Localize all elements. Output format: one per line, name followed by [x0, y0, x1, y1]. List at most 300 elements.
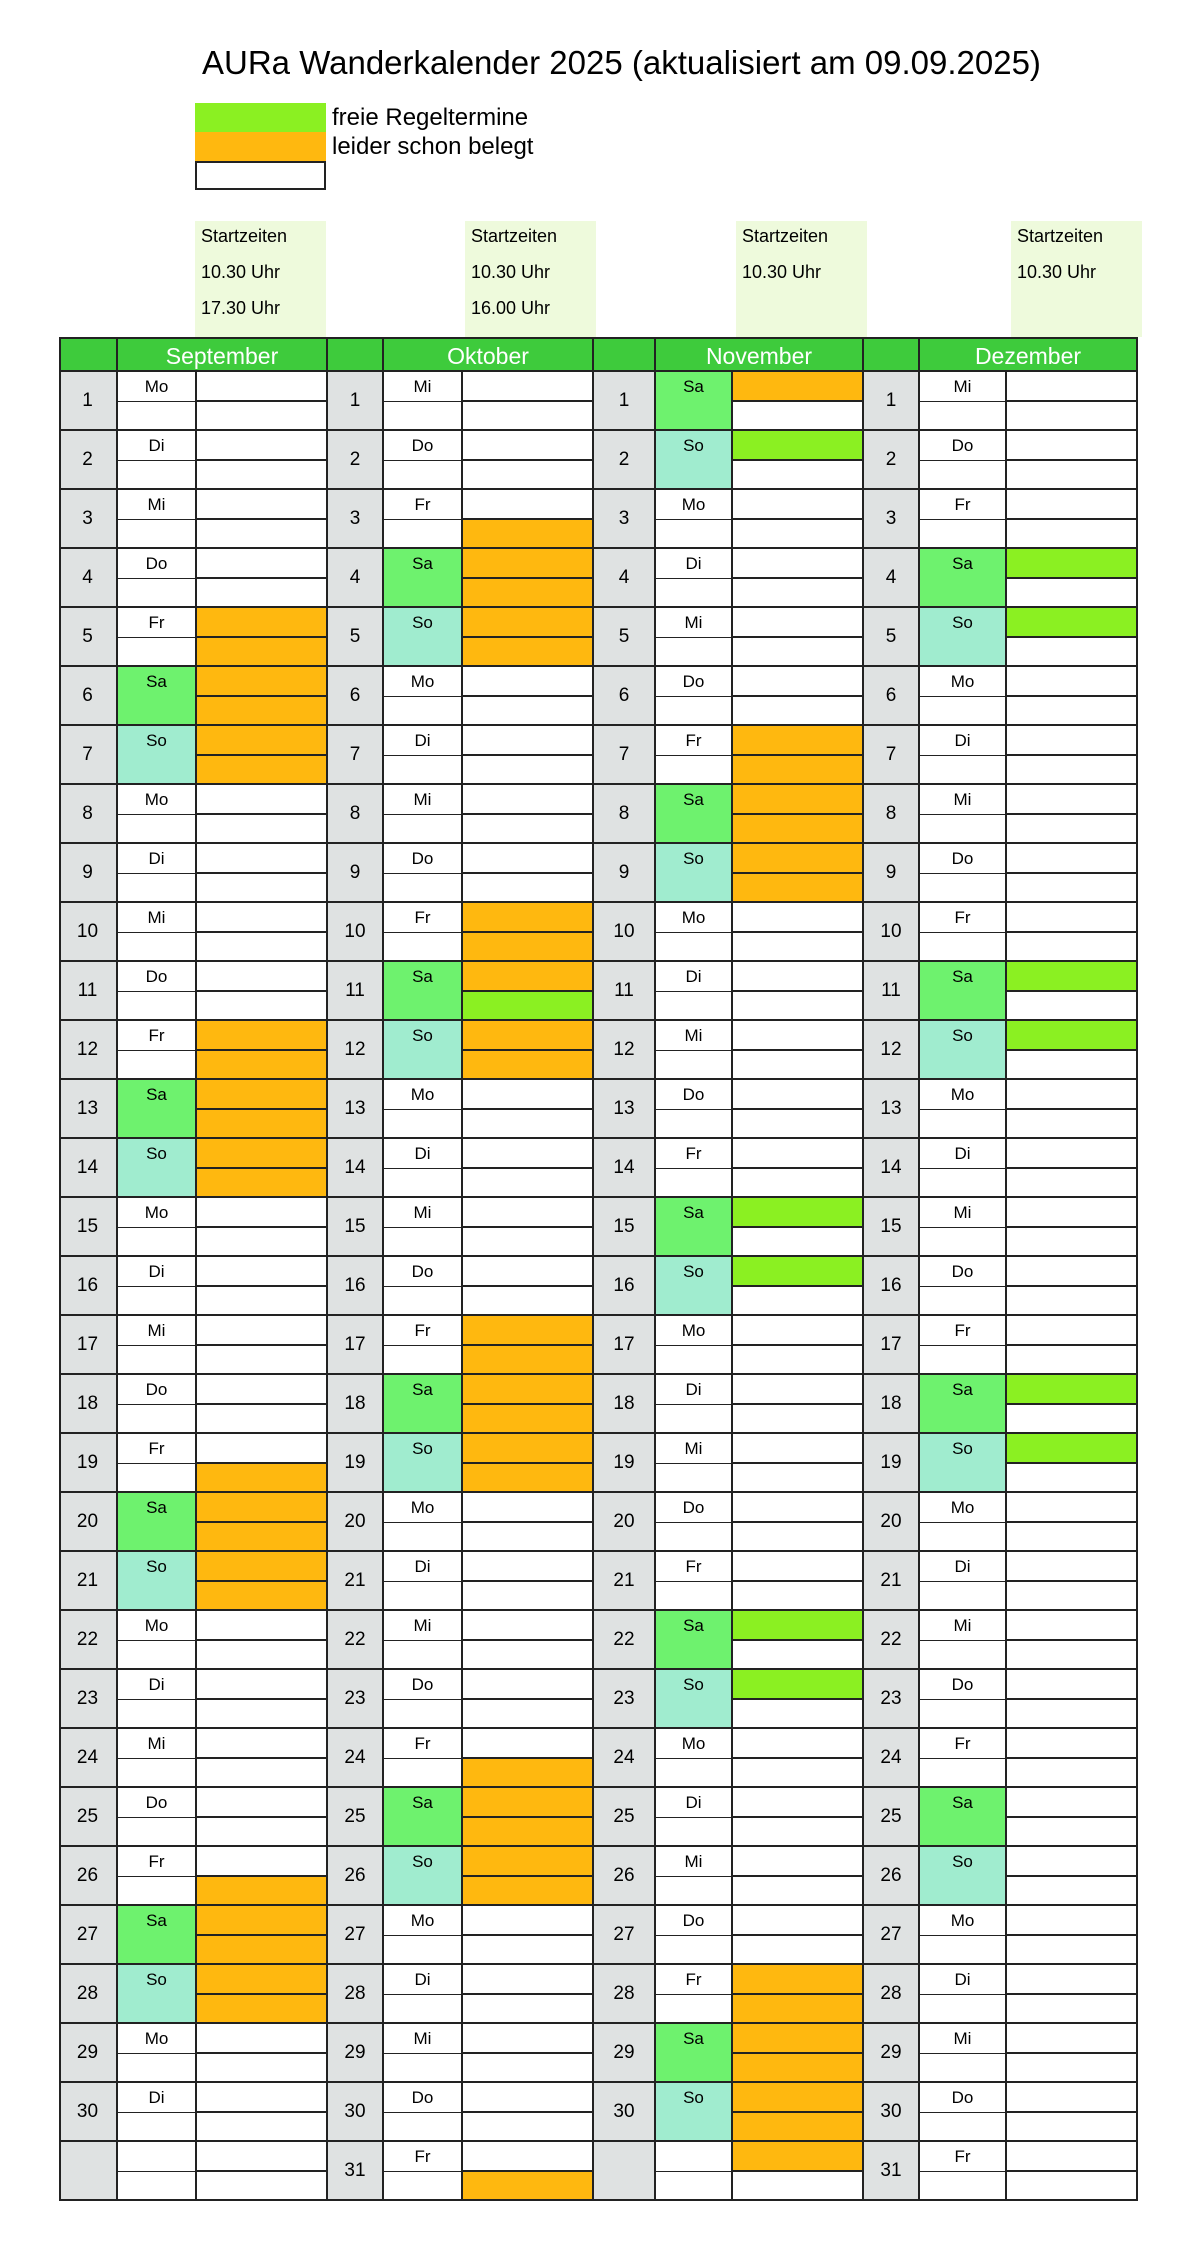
weekday-cell — [384, 726, 463, 785]
time-slot-empty[interactable] — [197, 1316, 328, 1346]
time-slot-empty[interactable] — [197, 903, 328, 933]
time-slot-empty[interactable] — [1007, 1670, 1138, 1700]
time-slot-empty[interactable] — [463, 726, 594, 756]
time-slot-empty[interactable] — [197, 1287, 328, 1317]
time-slot-empty[interactable] — [1007, 1847, 1138, 1877]
time-slot-free[interactable] — [733, 1670, 864, 1700]
time-slot-empty[interactable] — [733, 638, 864, 668]
time-slot-empty[interactable] — [1007, 726, 1138, 756]
day-number: 4 — [864, 549, 920, 608]
time-slot-empty[interactable] — [197, 1641, 328, 1671]
time-slot-empty[interactable] — [1007, 1257, 1138, 1287]
time-slot-empty[interactable] — [197, 461, 328, 491]
weekday-label: Mi — [413, 377, 432, 396]
time-slot-empty[interactable] — [1007, 815, 1138, 845]
day-number: 18 — [864, 1375, 920, 1434]
time-slot-empty[interactable] — [1007, 1582, 1138, 1612]
weekday-divider — [920, 2112, 1005, 2113]
time-slot-empty[interactable] — [463, 1198, 594, 1228]
time-slot-empty[interactable] — [463, 815, 594, 845]
time-slot-empty[interactable] — [733, 1523, 864, 1553]
time-slot-empty[interactable] — [463, 372, 594, 402]
time-slot-empty[interactable] — [1007, 638, 1138, 668]
time-slot-empty[interactable] — [733, 520, 864, 550]
time-slot-empty[interactable] — [1007, 1523, 1138, 1553]
time-slot-empty[interactable] — [463, 874, 594, 904]
time-slot-empty[interactable] — [733, 1316, 864, 1346]
time-slot-empty[interactable] — [197, 1818, 328, 1848]
time-slot-empty[interactable] — [733, 1228, 864, 1258]
time-slot-busy[interactable] — [733, 2113, 864, 2143]
time-slot-empty[interactable] — [463, 461, 594, 491]
time-slot-free[interactable] — [1007, 1434, 1138, 1464]
time-slot-busy[interactable] — [463, 962, 594, 992]
time-slot-busy[interactable] — [197, 1169, 328, 1199]
time-slot-busy[interactable] — [463, 549, 594, 579]
time-slot-busy[interactable] — [463, 579, 594, 609]
time-slot-empty[interactable] — [1007, 1552, 1138, 1582]
time-slot-free[interactable] — [1007, 1021, 1138, 1051]
time-slot-empty[interactable] — [463, 1611, 594, 1641]
time-slot-empty[interactable] — [1007, 1611, 1138, 1641]
time-slot-empty[interactable] — [733, 1788, 864, 1818]
time-slot-empty[interactable] — [463, 1552, 594, 1582]
time-slot-busy[interactable] — [197, 697, 328, 727]
weekday-label: Fr — [685, 1557, 702, 1576]
time-slot-empty[interactable] — [1007, 1316, 1138, 1346]
day-number: 2 — [59, 431, 118, 490]
time-slot-empty[interactable] — [1007, 903, 1138, 933]
start-times-label: Startzeiten — [471, 226, 558, 246]
time-slot-busy[interactable] — [463, 903, 594, 933]
weekday-divider — [118, 1758, 195, 1759]
time-slot-busy[interactable] — [463, 1051, 594, 1081]
time-slot-empty[interactable] — [1007, 1287, 1138, 1317]
time-slot-busy[interactable] — [463, 1464, 594, 1494]
time-slot-empty[interactable] — [733, 1877, 864, 1907]
time-slot-empty[interactable] — [463, 2054, 594, 2084]
time-slot-empty[interactable] — [197, 2113, 328, 2143]
time-slot-free[interactable] — [1007, 962, 1138, 992]
time-slot-empty[interactable] — [463, 1641, 594, 1671]
weekday-divider — [920, 932, 1005, 933]
time-slot-busy[interactable] — [463, 2172, 594, 2202]
time-slot-empty[interactable] — [1007, 431, 1138, 461]
time-slot-empty[interactable] — [463, 2083, 594, 2113]
time-slot-empty[interactable] — [197, 1375, 328, 1405]
time-slot-empty[interactable] — [1007, 667, 1138, 697]
time-slot-empty[interactable] — [463, 490, 594, 520]
time-slot-busy[interactable] — [197, 1493, 328, 1523]
time-slot-empty[interactable] — [463, 1139, 594, 1169]
time-slot-empty[interactable] — [197, 402, 328, 432]
time-slot-busy[interactable] — [463, 1346, 594, 1376]
time-slot-busy[interactable] — [463, 608, 594, 638]
time-slot-busy[interactable] — [197, 638, 328, 668]
time-slot-empty[interactable] — [1007, 1080, 1138, 1110]
time-slot-busy[interactable] — [733, 785, 864, 815]
time-slot-empty[interactable] — [733, 1700, 864, 1730]
time-slot-empty[interactable] — [197, 1611, 328, 1641]
time-slot-empty[interactable] — [733, 579, 864, 609]
weekday-divider — [384, 519, 461, 520]
start-times-label: Startzeiten — [1017, 226, 1104, 246]
time-slot-empty[interactable] — [463, 844, 594, 874]
time-slot-empty[interactable] — [197, 962, 328, 992]
time-slot-empty[interactable] — [197, 1346, 328, 1376]
weekday-divider — [384, 1699, 461, 1700]
time-slot-busy[interactable] — [463, 1375, 594, 1405]
time-slot-empty[interactable] — [733, 1729, 864, 1759]
time-slot-empty[interactable] — [733, 608, 864, 638]
time-slot-empty[interactable] — [1007, 1729, 1138, 1759]
time-slot-busy[interactable] — [463, 1818, 594, 1848]
weekday-cell — [656, 1080, 733, 1139]
time-slot-empty[interactable] — [1007, 1759, 1138, 1789]
time-slot-empty[interactable] — [1007, 520, 1138, 550]
time-slot-empty[interactable] — [197, 1257, 328, 1287]
time-slot-empty[interactable] — [733, 1110, 864, 1140]
time-slot-empty[interactable] — [1007, 1906, 1138, 1936]
time-slot-empty[interactable] — [197, 490, 328, 520]
weekday-cell — [384, 1670, 463, 1729]
time-slot-busy[interactable] — [197, 1051, 328, 1081]
weekday-divider — [920, 1994, 1005, 1995]
time-slot-empty[interactable] — [1007, 2113, 1138, 2143]
weekday-divider — [118, 1227, 195, 1228]
time-slot-busy[interactable] — [733, 874, 864, 904]
time-slot-empty[interactable] — [1007, 1198, 1138, 1228]
time-slot-busy[interactable] — [197, 726, 328, 756]
time-slot-empty[interactable] — [733, 667, 864, 697]
day-number: 1 — [328, 372, 384, 431]
time-slot-busy[interactable] — [733, 2024, 864, 2054]
weekday-cell — [920, 608, 1007, 667]
time-slot-empty[interactable] — [463, 1493, 594, 1523]
time-slot-busy[interactable] — [733, 726, 864, 756]
time-slot-empty[interactable] — [1007, 1877, 1138, 1907]
time-slot-empty[interactable] — [197, 1434, 328, 1464]
time-slot-empty[interactable] — [733, 1847, 864, 1877]
day-number: 28 — [328, 1965, 384, 2024]
weekday-label: Fr — [685, 731, 702, 750]
time-slot-empty[interactable] — [463, 756, 594, 786]
time-slot-empty[interactable] — [197, 1405, 328, 1435]
time-slot-empty[interactable] — [463, 1523, 594, 1553]
day-number: 24 — [594, 1729, 656, 1788]
time-slot-empty[interactable] — [1007, 1995, 1138, 2025]
time-slot-empty[interactable] — [463, 1257, 594, 1287]
weekday-label: Mo — [681, 1321, 706, 1340]
time-slot-empty[interactable] — [1007, 2172, 1138, 2202]
time-slot-empty[interactable] — [733, 1906, 864, 1936]
time-slot-empty[interactable] — [1007, 874, 1138, 904]
time-slot-empty[interactable] — [733, 1375, 864, 1405]
time-slot-empty[interactable] — [733, 903, 864, 933]
time-slot-busy[interactable] — [463, 520, 594, 550]
time-slot-empty[interactable] — [733, 1021, 864, 1051]
time-slot-empty[interactable] — [197, 2142, 328, 2172]
time-slot-busy[interactable] — [463, 1877, 594, 1907]
time-slot-busy[interactable] — [733, 372, 864, 402]
time-slot-empty[interactable] — [1007, 402, 1138, 432]
time-slot-empty[interactable] — [1007, 1228, 1138, 1258]
time-slot-empty[interactable] — [1007, 1700, 1138, 1730]
time-slot-busy[interactable] — [197, 1523, 328, 1553]
time-slot-busy[interactable] — [733, 2083, 864, 2113]
time-slot-empty[interactable] — [463, 1582, 594, 1612]
time-slot-empty[interactable] — [733, 1169, 864, 1199]
time-slot-empty[interactable] — [197, 2083, 328, 2113]
time-slot-empty[interactable] — [463, 1906, 594, 1936]
weekday-label: So — [683, 2088, 704, 2107]
time-slot-empty[interactable] — [197, 520, 328, 550]
time-slot-busy[interactable] — [197, 1906, 328, 1936]
time-slot-empty[interactable] — [463, 2024, 594, 2054]
time-slot-empty[interactable] — [463, 1080, 594, 1110]
time-slot-empty[interactable] — [197, 1228, 328, 1258]
time-slot-empty[interactable] — [463, 2142, 594, 2172]
time-slot-empty[interactable] — [197, 1847, 328, 1877]
time-slot-empty[interactable] — [463, 1287, 594, 1317]
time-slot-empty[interactable] — [1007, 372, 1138, 402]
time-slot-empty[interactable] — [197, 844, 328, 874]
weekday-label: Sa — [952, 554, 973, 573]
time-slot-empty[interactable] — [733, 490, 864, 520]
time-slot-empty[interactable] — [463, 1169, 594, 1199]
time-slot-busy[interactable] — [463, 1434, 594, 1464]
time-slot-empty[interactable] — [1007, 2054, 1138, 2084]
time-slot-empty[interactable] — [733, 992, 864, 1022]
time-slot-empty[interactable] — [1007, 1346, 1138, 1376]
time-slot-empty[interactable] — [197, 815, 328, 845]
time-slot-busy[interactable] — [733, 1965, 864, 1995]
weekday-cell — [920, 962, 1007, 1021]
time-slot-empty[interactable] — [1007, 1936, 1138, 1966]
time-slot-empty[interactable] — [197, 992, 328, 1022]
time-slot-empty[interactable] — [733, 1759, 864, 1789]
time-slot-empty[interactable] — [463, 1995, 594, 2025]
weekday-label: Fr — [685, 1144, 702, 1163]
weekday-label: Sa — [952, 1380, 973, 1399]
time-slot-empty[interactable] — [197, 549, 328, 579]
time-slot-empty[interactable] — [733, 1641, 864, 1671]
time-slot-empty[interactable] — [733, 962, 864, 992]
weekday-label: Fr — [954, 908, 971, 927]
time-slot-empty[interactable] — [733, 461, 864, 491]
time-slot-empty[interactable] — [463, 1700, 594, 1730]
start-times-label: Startzeiten — [742, 226, 829, 246]
time-slot-empty[interactable] — [733, 1493, 864, 1523]
time-slot-busy[interactable] — [463, 1405, 594, 1435]
time-slot-empty[interactable] — [463, 1965, 594, 1995]
weekday-divider — [920, 1581, 1005, 1582]
time-slot-empty[interactable] — [1007, 2142, 1138, 2172]
time-slot-empty[interactable] — [197, 2054, 328, 2084]
legend-item-empty — [195, 161, 533, 190]
time-slot-busy[interactable] — [463, 1759, 594, 1789]
time-slot-empty[interactable] — [1007, 579, 1138, 609]
weekday-divider — [118, 873, 195, 874]
time-slot-empty[interactable] — [1007, 992, 1138, 1022]
time-slot-busy[interactable] — [197, 1139, 328, 1169]
time-slot-busy[interactable] — [197, 1110, 328, 1140]
time-slot-empty[interactable] — [1007, 785, 1138, 815]
weekday-label: Sa — [146, 1085, 167, 1104]
time-slot-empty[interactable] — [1007, 756, 1138, 786]
time-slot-busy[interactable] — [463, 638, 594, 668]
time-slot-empty[interactable] — [733, 697, 864, 727]
weekday-label: Di — [148, 849, 165, 868]
time-slot-empty[interactable] — [733, 1346, 864, 1376]
time-slot-busy[interactable] — [733, 844, 864, 874]
weekday-cell — [118, 667, 197, 726]
weekday-cell — [384, 903, 463, 962]
month-header-september: September — [118, 337, 328, 372]
time-slot-empty[interactable] — [1007, 461, 1138, 491]
day-number: 27 — [59, 1906, 118, 1965]
time-slot-free[interactable] — [1007, 549, 1138, 579]
time-slot-empty[interactable] — [1007, 1110, 1138, 1140]
time-slot-empty[interactable] — [463, 1670, 594, 1700]
time-slot-empty[interactable] — [1007, 1051, 1138, 1081]
time-slot-empty[interactable] — [733, 1552, 864, 1582]
weekday-divider — [656, 1404, 731, 1405]
time-slot-busy[interactable] — [463, 933, 594, 963]
weekday-cell — [384, 962, 463, 1021]
time-slot-empty[interactable] — [463, 1729, 594, 1759]
time-slot-empty[interactable] — [1007, 1169, 1138, 1199]
time-slot-empty[interactable] — [1007, 1493, 1138, 1523]
time-slot-empty[interactable] — [733, 1287, 864, 1317]
time-slot-empty[interactable] — [733, 1405, 864, 1435]
time-slot-busy[interactable] — [733, 756, 864, 786]
time-slot-busy[interactable] — [197, 667, 328, 697]
time-slot-empty[interactable] — [197, 2172, 328, 2202]
time-slot-empty[interactable] — [197, 1198, 328, 1228]
day-number — [59, 2142, 118, 2201]
time-slot-busy[interactable] — [197, 1995, 328, 2025]
time-slot-empty[interactable] — [197, 579, 328, 609]
time-slot-busy[interactable] — [733, 815, 864, 845]
time-slot-busy[interactable] — [197, 1582, 328, 1612]
time-slot-empty[interactable] — [1007, 490, 1138, 520]
time-slot-empty[interactable] — [197, 372, 328, 402]
weekday-cell — [656, 2142, 733, 2201]
day-number: 8 — [328, 785, 384, 844]
time-slot-busy[interactable] — [197, 1965, 328, 1995]
time-slot-empty[interactable] — [733, 2172, 864, 2202]
time-slot-empty[interactable] — [733, 402, 864, 432]
time-slot-empty[interactable] — [463, 1936, 594, 1966]
time-slot-empty[interactable] — [197, 874, 328, 904]
time-slot-empty[interactable] — [463, 785, 594, 815]
time-slot-empty[interactable] — [197, 1670, 328, 1700]
time-slot-empty[interactable] — [733, 1582, 864, 1612]
time-slot-free[interactable] — [463, 992, 594, 1022]
time-slot-empty[interactable] — [1007, 1965, 1138, 1995]
time-slot-empty[interactable] — [733, 1080, 864, 1110]
time-slot-empty[interactable] — [197, 431, 328, 461]
time-slot-empty[interactable] — [1007, 1139, 1138, 1169]
time-slot-busy[interactable] — [463, 1847, 594, 1877]
time-slot-empty[interactable] — [733, 1818, 864, 1848]
day-number: 28 — [864, 1965, 920, 2024]
time-slot-empty[interactable] — [463, 1228, 594, 1258]
time-slot-free[interactable] — [733, 1257, 864, 1287]
time-slot-empty[interactable] — [1007, 2024, 1138, 2054]
time-slot-empty[interactable] — [1007, 697, 1138, 727]
time-slot-empty[interactable] — [1007, 1405, 1138, 1435]
time-slot-busy[interactable] — [197, 1464, 328, 1494]
time-slot-empty[interactable] — [197, 785, 328, 815]
time-slot-free[interactable] — [733, 1198, 864, 1228]
weekday-divider — [118, 1050, 195, 1051]
day-number: 9 — [594, 844, 656, 903]
time-slot-empty[interactable] — [1007, 2083, 1138, 2113]
time-slot-busy[interactable] — [197, 1552, 328, 1582]
time-slot-empty[interactable] — [733, 1936, 864, 1966]
time-slot-empty[interactable] — [1007, 1464, 1138, 1494]
time-slot-free[interactable] — [1007, 608, 1138, 638]
time-slot-empty[interactable] — [1007, 844, 1138, 874]
time-slot-busy[interactable] — [197, 756, 328, 786]
time-slot-empty[interactable] — [1007, 1641, 1138, 1671]
time-slot-busy[interactable] — [733, 2054, 864, 2084]
time-slot-empty[interactable] — [1007, 1818, 1138, 1848]
time-slot-empty[interactable] — [197, 1729, 328, 1759]
day-number: 14 — [594, 1139, 656, 1198]
day-number: 7 — [328, 726, 384, 785]
time-slot-empty[interactable] — [197, 2024, 328, 2054]
time-slot-empty[interactable] — [463, 2113, 594, 2143]
time-slot-busy[interactable] — [197, 1021, 328, 1051]
time-slot-empty[interactable] — [733, 1051, 864, 1081]
time-slot-free[interactable] — [733, 431, 864, 461]
time-slot-empty[interactable] — [463, 431, 594, 461]
time-slot-free[interactable] — [1007, 1375, 1138, 1405]
time-slot-busy[interactable] — [463, 1021, 594, 1051]
time-slot-busy[interactable] — [197, 1080, 328, 1110]
time-slot-empty[interactable] — [197, 1759, 328, 1789]
time-slot-busy[interactable] — [197, 1936, 328, 1966]
time-slot-empty[interactable] — [463, 402, 594, 432]
time-slot-empty[interactable] — [733, 1434, 864, 1464]
time-slot-empty[interactable] — [463, 1110, 594, 1140]
weekday-label: Sa — [952, 1793, 973, 1812]
time-slot-empty[interactable] — [1007, 933, 1138, 963]
time-slot-empty[interactable] — [197, 933, 328, 963]
time-slot-busy[interactable] — [463, 1316, 594, 1346]
time-slot-empty[interactable] — [1007, 1788, 1138, 1818]
weekday-label: So — [683, 1675, 704, 1694]
time-slot-busy[interactable] — [733, 1995, 864, 2025]
time-slot-empty[interactable] — [733, 933, 864, 963]
time-slot-empty[interactable] — [197, 1700, 328, 1730]
time-slot-free[interactable] — [733, 1611, 864, 1641]
time-slot-busy[interactable] — [463, 1788, 594, 1818]
time-slot-busy[interactable] — [197, 608, 328, 638]
time-slot-empty[interactable] — [463, 697, 594, 727]
time-slot-empty[interactable] — [197, 1788, 328, 1818]
time-slot-empty[interactable] — [733, 1139, 864, 1169]
time-slot-busy[interactable] — [733, 2142, 864, 2172]
time-slot-empty[interactable] — [463, 667, 594, 697]
day-number: 20 — [594, 1493, 656, 1552]
time-slot-empty[interactable] — [733, 1464, 864, 1494]
time-slot-empty[interactable] — [733, 549, 864, 579]
time-slot-busy[interactable] — [197, 1877, 328, 1907]
